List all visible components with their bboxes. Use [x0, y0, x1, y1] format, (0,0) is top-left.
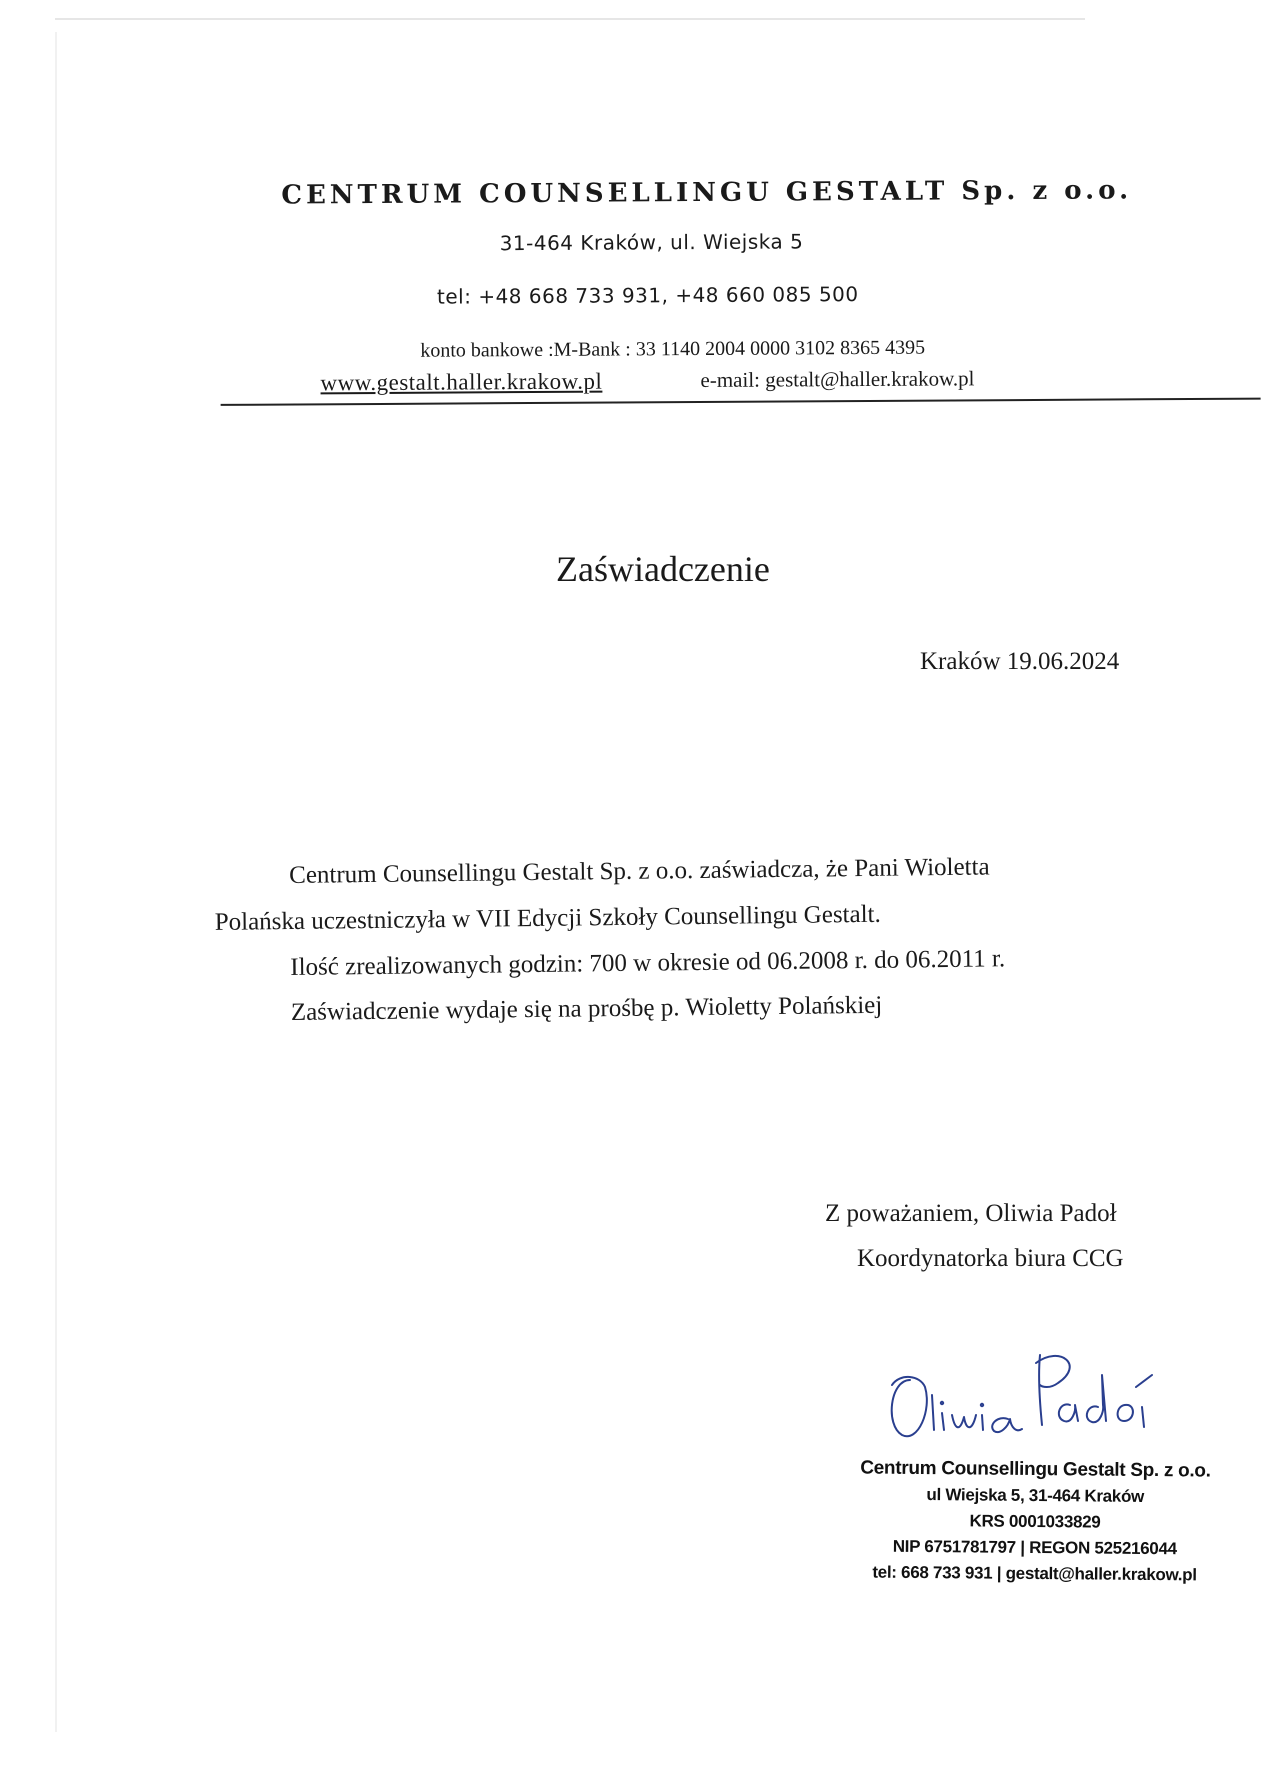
website-link[interactable]: www.gestalt.haller.krakow.pl [320, 368, 603, 396]
bank-account: konto bankowe :M-Bank : 33 1140 2004 0000 3102 8365 4395 [420, 336, 926, 362]
stamp-krs: KRS 0001033829 [969, 1511, 1101, 1532]
stamp-contact: tel: 668 733 931 | gestalt@haller.krakow.pl [872, 1562, 1197, 1585]
stamp-address: ul Wiejska 5, 31-464 Kraków [926, 1485, 1145, 1506]
stamp-company: Centrum Counsellingu Gestalt Sp. z o.o. [860, 1457, 1211, 1482]
company-address: 31-464 Kraków, ul. Wiejska 5 [499, 229, 804, 256]
body-line: Zaświadczenie wydaje się na prośbę p. Wioletty Polańskiej [290, 991, 883, 1027]
company-name: CENTRUM COUNSELLINGU GESTALT Sp. z o.o. [281, 175, 1133, 211]
document-title: Zaświadczenie [556, 549, 770, 589]
letterhead [0, 0, 1280, 424]
letterhead-divider [221, 398, 1261, 406]
body-line: Centrum Counsellingu Gestalt Sp. z o.o. zaświadcza, że Pani Wioletta [289, 853, 990, 890]
body-line: Ilość zrealizowanych godzin: 700 w okresie od 06.2008 r. do 06.2011 r. [290, 945, 1006, 982]
signer-role: Koordynatorka biura CCG [857, 1245, 1124, 1272]
document-date: Kraków 19.06.2024 [920, 648, 1120, 675]
email-address: e-mail: gestalt@haller.krakow.pl [700, 366, 975, 392]
body-line: Polańska uczestniczyła w VII Edycji Szkoły Counsellingu Gestalt. [214, 900, 881, 936]
company-stamp [849, 1455, 1220, 1588]
company-phone: tel: +48 668 733 931, +48 660 085 500 [436, 282, 859, 309]
closing-greeting: Z poważaniem, Oliwia Padoł [825, 1200, 1117, 1227]
stamp-ids: NIP 6751781797 | REGON 525216044 [892, 1536, 1177, 1559]
handwritten-signature [870, 1335, 1170, 1445]
